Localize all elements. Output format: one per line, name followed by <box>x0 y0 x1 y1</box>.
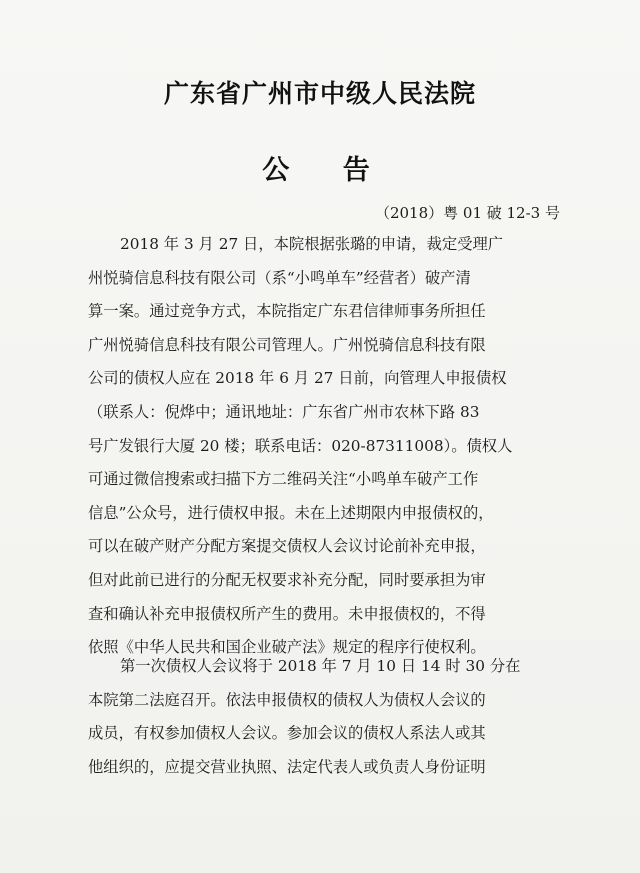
paragraph-line: 算一案。通过竞争方式，本院指定广东君信律师事务所担任 <box>88 302 486 321</box>
paragraph-line: （联系人：倪烨中；通讯地址：广东省广州市农林下路 83 <box>88 402 480 421</box>
paragraph-line: 州悦骑信息科技有限公司（系“小鸣单车”经营者）破产清 <box>88 268 471 287</box>
paragraph-1 <box>88 228 558 665</box>
case-number: （2018）粤 01 破 12-3 号 <box>374 204 560 222</box>
paragraph-line: 信息”公众号，进行债权申报。未在上述期限内申报债权的， <box>88 503 494 522</box>
paragraph-line: 成员，有权参加债权人会议。参加会议的债权人系法人或其 <box>88 724 486 743</box>
paragraph-line: 号广发银行大厦 20 楼；联系电话：020-87311008）。债权人 <box>88 436 513 455</box>
paragraph-line: 查和确认补充申报债权所产生的费用。未申报债权的，不得 <box>88 604 486 623</box>
paragraph-line: 2018 年 3 月 27 日，本院根据张璐的申请，裁定受理广 <box>120 235 504 253</box>
paragraph-2 <box>88 650 558 784</box>
paragraph-line: 但对此前已进行的分配无权要求补充分配，同时要承担为审 <box>88 570 486 589</box>
paragraph-line: 广州悦骑信息科技有限公司管理人。广州悦骑信息科技有限 <box>88 335 486 354</box>
paragraph-line: 他组织的，应提交营业执照、法定代表人或负责人身份证明 <box>88 757 486 776</box>
paragraph-line: 公司的债权人应在 2018 年 6 月 27 日前，向管理人申报债权 <box>88 369 507 388</box>
paragraph-line: 本院第二法庭召开。依法申报债权的债权人为债权人会议的 <box>88 690 486 709</box>
paragraph-line: 第一次债权人会议将于 2018 年 7 月 10 日 14 时 30 分在 <box>120 657 521 675</box>
paragraph-line: 可通过微信搜索或扫描下方二维码关注“小鸣单车破产工作 <box>88 470 479 489</box>
paragraph-line: 可以在破产财产分配方案提交债权人会议讨论前补充申报， <box>88 537 486 556</box>
court-name-heading: 广东省广州市中级人民法院 <box>163 79 476 108</box>
paragraph-line: 依照《中华人民共和国企业破产法》规定的程序行使权利。 <box>88 638 486 657</box>
notice-title: 公 告 <box>262 155 392 186</box>
